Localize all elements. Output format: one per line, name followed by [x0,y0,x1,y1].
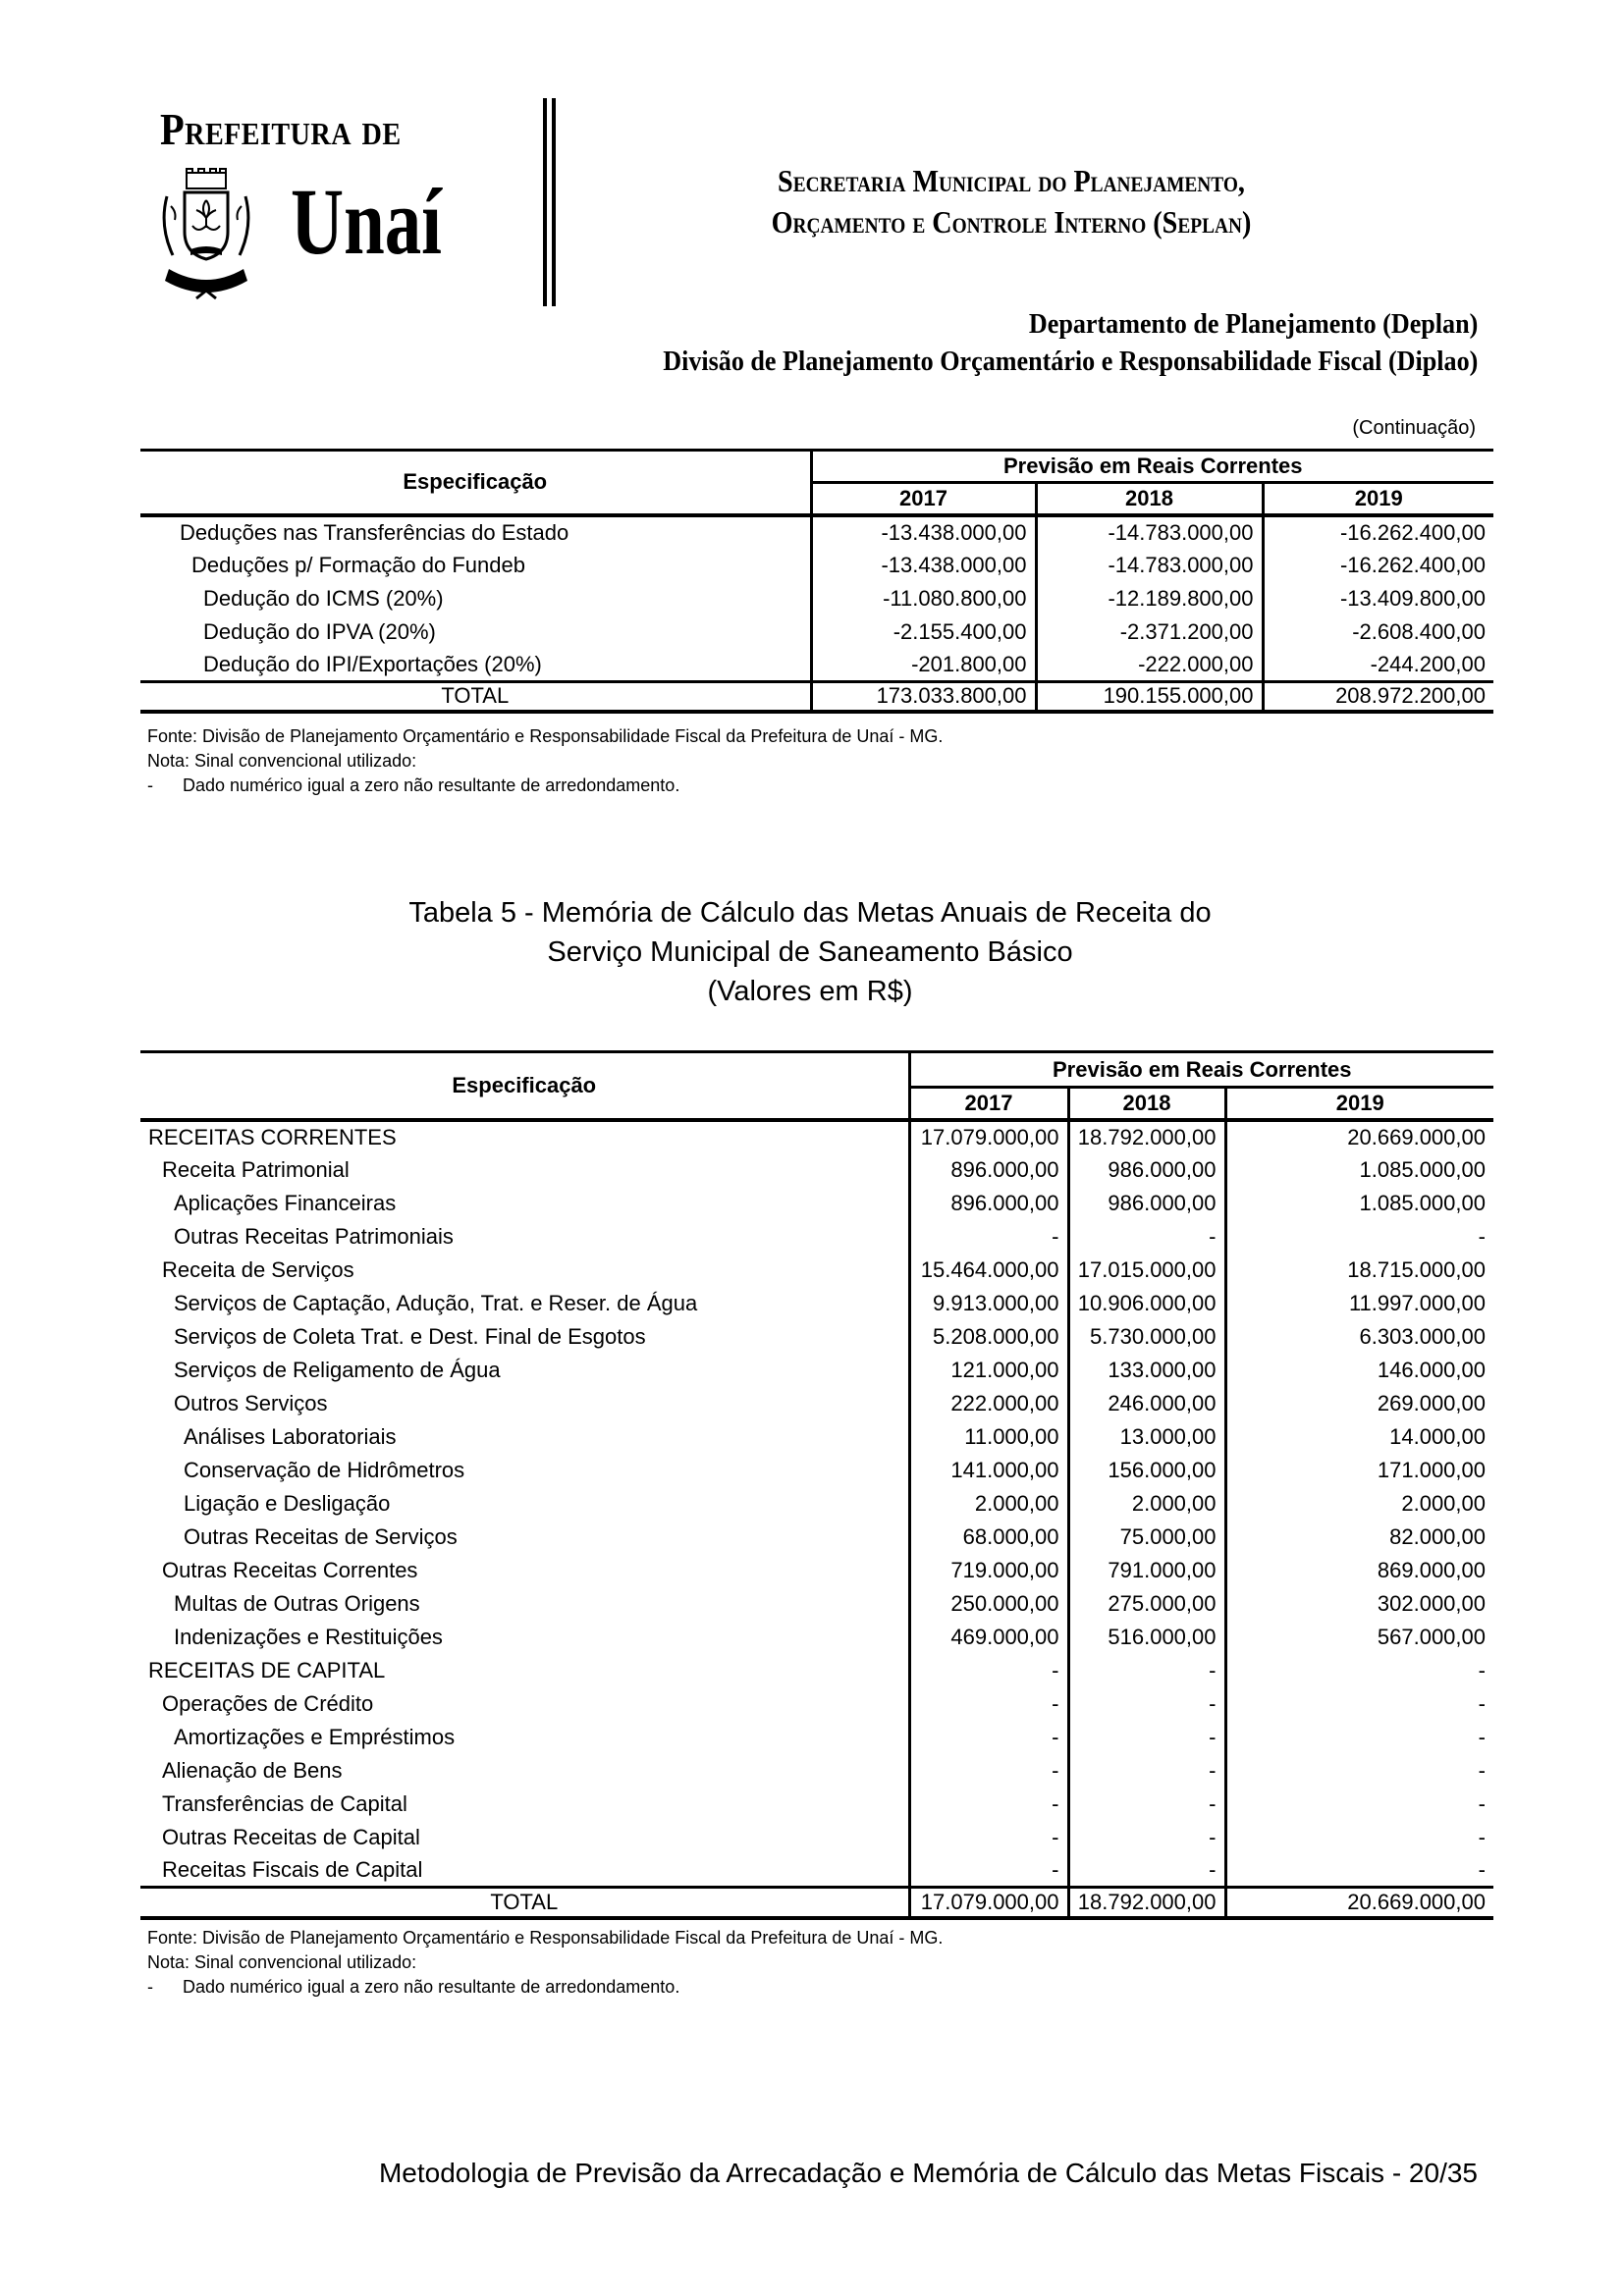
cell-2017: - [1052,1790,1059,1816]
total-2018: 190.155.000,00 [1036,682,1263,712]
cell-2018: 13.000,00 [1068,1420,1225,1454]
row-label: Outras Receitas de Serviços [140,1521,909,1554]
header-divider [543,98,547,306]
cell-2019: -2.608.400,00 [1263,615,1493,649]
revenue-table [140,1050,1493,1920]
year-header: 2018 [1068,1088,1225,1120]
cell-2019: - [1225,1788,1493,1821]
table-row [140,1120,1493,1153]
cell-2019: - [1225,1854,1493,1888]
table-row [140,1521,1493,1554]
cell-2019: 269.000,00 [1225,1387,1493,1420]
row-label: Serviços de Religamento de Água [140,1354,909,1387]
city-name: Unaí [291,169,442,274]
table-row [140,515,1493,549]
table-row [140,1754,1493,1788]
cell-2019: 1.085.000,00 [1225,1153,1493,1187]
cell-2019: -244.200,00 [1263,649,1493,682]
year-header: 2017 [811,483,1036,515]
convention-note: Nota: Sinal convencional utilizado: [147,1952,417,1972]
table-caption [295,893,1325,1011]
row-label: Análises Laboratoriais [140,1420,909,1454]
cell-2019: - [1225,1721,1493,1754]
cell-2019: 171.000,00 [1225,1454,1493,1487]
year-header: 2018 [1036,483,1263,515]
table-row [140,1554,1493,1587]
cell-2017: 17.079.000,00 [920,1124,1059,1149]
row-label: Dedução do ICMS (20%) [140,582,811,615]
cell-2018: - [1068,1754,1225,1788]
cell-2017: 469.000,00 [950,1624,1059,1649]
header-divider [552,98,556,306]
cell-2017: 5.208.000,00 [933,1323,1059,1349]
table-row [140,1621,1493,1654]
cell-2018: -14.783.000,00 [1036,515,1263,549]
row-label: Deduções nas Transferências do Estado [140,515,811,549]
table-row [140,1153,1493,1187]
cell-2018: -2.371.200,00 [1036,615,1263,649]
cell-2019: 11.997.000,00 [1225,1287,1493,1320]
row-label: Dedução do IPI/Exportações (20%) [140,649,811,682]
cell-2018: 133.000,00 [1068,1354,1225,1387]
table-row [140,1687,1493,1721]
cell-2019: 82.000,00 [1225,1521,1493,1554]
cell-2019: -16.262.400,00 [1263,549,1493,582]
row-label: Outras Receitas Patrimoniais [140,1220,909,1254]
department-heading [663,305,1478,380]
caption-line-3: (Valores em R$) [707,976,913,1007]
cell-2019: 146.000,00 [1225,1354,1493,1387]
table-row [140,1654,1493,1687]
cell-2017: -2.155.400,00 [893,618,1027,644]
cell-2017: 2.000,00 [974,1490,1059,1516]
cell-2018: - [1068,1220,1225,1254]
convention-note: Nota: Sinal convencional utilizado: [147,751,417,771]
table-row [140,1187,1493,1220]
cell-2018: - [1068,1854,1225,1888]
cell-2018: 75.000,00 [1068,1521,1225,1554]
cell-2018: - [1068,1687,1225,1721]
year-header: 2019 [1263,483,1493,515]
cell-2017: -13.438.000,00 [881,552,1027,577]
secretaria-line-2: Orçamento e Controle Interno (Seplan) [771,204,1252,240]
cell-2019: -16.262.400,00 [1263,515,1493,549]
cell-2018: -12.189.800,00 [1036,582,1263,615]
source-note: Fonte: Divisão de Planejamento Orçamentário e Responsabilidade Fiscal da Prefeitura de Unaí - MG. [147,1928,944,1948]
cell-2017: - [1052,1856,1059,1882]
cell-2019: 302.000,00 [1225,1587,1493,1621]
deductions-table [140,449,1493,714]
table-row [140,1354,1493,1387]
cell-2019: 18.715.000,00 [1225,1254,1493,1287]
cell-2018: 17.015.000,00 [1068,1254,1225,1287]
table-row [140,1287,1493,1320]
cell-2017: - [1052,1657,1059,1682]
table1-notes [147,724,943,798]
total-2017: 17.079.000,00 [909,1888,1068,1918]
cell-2019: 14.000,00 [1225,1420,1493,1454]
year-header: 2017 [909,1088,1068,1120]
cell-2019: 20.669.000,00 [1225,1120,1493,1153]
row-label: Operações de Crédito [140,1687,909,1721]
cell-2019: - [1225,1754,1493,1788]
cell-2018: 246.000,00 [1068,1387,1225,1420]
cell-2017: -201.800,00 [911,651,1027,676]
row-label: Transferências de Capital [140,1788,909,1821]
cell-2017: 68.000,00 [962,1523,1059,1549]
cell-2017: 15.464.000,00 [920,1256,1059,1282]
cell-2019: 869.000,00 [1225,1554,1493,1587]
cell-2018: 5.730.000,00 [1068,1320,1225,1354]
source-note: Fonte: Divisão de Planejamento Orçamentário e Responsabilidade Fiscal da Prefeitura de Unaí - MG. [147,726,944,746]
table-row [140,1487,1493,1521]
spec-column-header: Especificação [140,1052,909,1120]
row-label: Ligação e Desligação [140,1487,909,1521]
year-header: 2019 [1225,1088,1493,1120]
cell-2019: 1.085.000,00 [1225,1187,1493,1220]
cell-2017: - [1052,1824,1059,1849]
table-row [140,1254,1493,1287]
caption-line-2: Serviço Municipal de Saneamento Básico [547,936,1073,968]
cell-2017: - [1052,1757,1059,1783]
cell-2017: 896.000,00 [950,1156,1059,1182]
table-row [140,1854,1493,1888]
cell-2017: 896.000,00 [950,1190,1059,1215]
total-2019: 20.669.000,00 [1225,1888,1493,1918]
cell-2019: - [1225,1654,1493,1687]
total-row [140,682,1493,712]
row-label: Indenizações e Restituições [140,1621,909,1654]
cell-2019: - [1225,1821,1493,1854]
legend-symbol: - [147,1977,153,1997]
cell-2018: 791.000,00 [1068,1554,1225,1587]
table-row [140,649,1493,682]
cell-2018: 2.000,00 [1068,1487,1225,1521]
caption-line-1: Tabela 5 - Memória de Cálculo das Metas Anuais de Receita do [408,897,1212,929]
coat-of-arms-icon [157,167,255,304]
division-name: Divisão de Planejamento Orçamentário e Responsabilidade Fiscal (Diplao) [662,346,1478,377]
table-row [140,1788,1493,1821]
row-label: Receita de Serviços [140,1254,909,1287]
row-label: Dedução do IPVA (20%) [140,615,811,649]
table-row [140,1721,1493,1754]
legend-text: Dado numérico igual a zero não resultante de arredondamento. [183,775,680,795]
row-label: Deduções p/ Formação do Fundeb [140,549,811,582]
table-row [140,549,1493,582]
row-label: Outros Serviços [140,1387,909,1420]
cell-2017: - [1052,1690,1059,1716]
cell-2018: - [1068,1821,1225,1854]
table-row [140,1420,1493,1454]
table-row [140,1220,1493,1254]
cell-2017: - [1052,1223,1059,1249]
prefeitura-label: Prefeitura de [160,104,402,154]
secretaria-heading [657,160,1366,242]
page-footer: Metodologia de Previsão da Arrecadação e Memória de Cálculo das Metas Fiscais - 20/35 [378,2158,1478,2188]
secretaria-line-1: Secretaria Municipal do Planejamento, [778,163,1245,198]
table-row [140,1454,1493,1487]
total-row [140,1888,1493,1918]
table2-notes [147,1926,943,2000]
row-label: Multas de Outras Origens [140,1587,909,1621]
cell-2018: 516.000,00 [1068,1621,1225,1654]
legend-text: Dado numérico igual a zero não resultante de arredondamento. [183,1977,680,1997]
cell-2017: 11.000,00 [964,1423,1059,1449]
cell-2019: -13.409.800,00 [1263,582,1493,615]
department-name: Departamento de Planejamento (Deplan) [1028,308,1478,340]
legend-symbol: - [147,775,153,795]
row-label: Receitas Fiscais de Capital [140,1854,909,1888]
cell-2018: -14.783.000,00 [1036,549,1263,582]
cell-2018: 275.000,00 [1068,1587,1225,1621]
table-row [140,582,1493,615]
cell-2017: 222.000,00 [950,1390,1059,1415]
row-label: RECEITAS DE CAPITAL [140,1654,909,1687]
cell-2017: 141.000,00 [950,1457,1059,1482]
convention-legend [147,774,943,798]
cell-2017: 121.000,00 [950,1357,1059,1382]
row-label: Aplicações Financeiras [140,1187,909,1220]
cell-2018: -222.000,00 [1036,649,1263,682]
cell-2019: - [1225,1687,1493,1721]
row-label: Serviços de Coleta Trat. e Dest. Final de Esgotos [140,1320,909,1354]
cell-2018: - [1068,1654,1225,1687]
forecast-group-header: Previsão em Reais Correntes [909,1052,1493,1088]
row-label: RECEITAS CORRENTES [140,1120,909,1153]
cell-2017: - [1052,1724,1059,1749]
cell-2017: -13.438.000,00 [881,519,1027,545]
row-label: Receita Patrimonial [140,1153,909,1187]
continuation-label: (Continuação) [1352,417,1476,439]
table-row [140,1387,1493,1420]
row-label: Outras Receitas Correntes [140,1554,909,1587]
convention-legend [147,1975,943,2000]
cell-2018: 18.792.000,00 [1068,1120,1225,1153]
cell-2019: 567.000,00 [1225,1621,1493,1654]
row-label: Alienação de Bens [140,1754,909,1788]
table-row [140,1320,1493,1354]
cell-2017: 250.000,00 [950,1590,1059,1616]
table-row [140,615,1493,649]
cell-2018: 986.000,00 [1068,1187,1225,1220]
cell-2018: - [1068,1788,1225,1821]
forecast-group-header: Previsão em Reais Correntes [811,451,1493,483]
row-label: Amortizações e Empréstimos [140,1721,909,1754]
spec-column-header: Especificação [140,451,811,515]
cell-2019: - [1225,1220,1493,1254]
cell-2017: 9.913.000,00 [933,1290,1059,1315]
total-label: TOTAL [140,682,811,712]
table-row [140,1587,1493,1621]
cell-2018: 10.906.000,00 [1068,1287,1225,1320]
cell-2017: 719.000,00 [950,1557,1059,1582]
cell-2019: 2.000,00 [1225,1487,1493,1521]
row-label: Outras Receitas de Capital [140,1821,909,1854]
table-row [140,1821,1493,1854]
cell-2017: -11.080.800,00 [883,585,1027,611]
cell-2018: 986.000,00 [1068,1153,1225,1187]
cell-2018: 156.000,00 [1068,1454,1225,1487]
total-2018: 18.792.000,00 [1068,1888,1225,1918]
total-2017: 173.033.800,00 [811,682,1036,712]
row-label: Conservação de Hidrômetros [140,1454,909,1487]
cell-2018: - [1068,1721,1225,1754]
total-label: TOTAL [140,1888,909,1918]
cell-2019: 6.303.000,00 [1225,1320,1493,1354]
row-label: Serviços de Captação, Adução, Trat. e Reser. de Água [140,1287,909,1320]
total-2019: 208.972.200,00 [1263,682,1493,712]
